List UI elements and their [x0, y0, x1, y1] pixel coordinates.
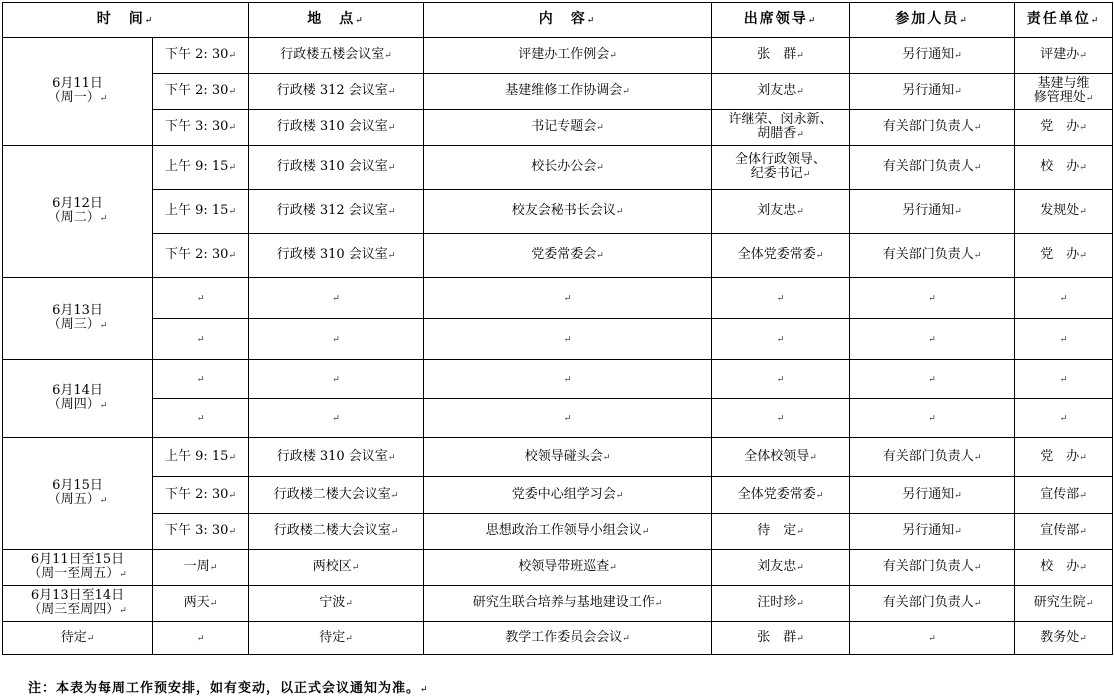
date-cell: 6月13日至14日 （周三至周四）↵ — [3, 586, 153, 622]
leader-cell: 全体党委常委↵ — [712, 477, 850, 514]
place-cell: 行政楼 310 会议室↵ — [249, 438, 424, 477]
place-cell: 行政楼 310 会议室↵ — [249, 110, 424, 146]
attendees-cell: ↵ — [850, 319, 1015, 360]
header-place: 地 点↵ — [249, 3, 424, 38]
attendees-cell: 另行通知↵ — [850, 477, 1015, 514]
content-cell: 思想政治工作领导小组会议↵ — [424, 514, 712, 550]
attendees-cell: 有关部门负责人↵ — [850, 586, 1015, 622]
content-cell: 校友会秘书长会议↵ — [424, 190, 712, 234]
unit-cell: ↵ — [1015, 319, 1113, 360]
unit-cell: 党 办↵ — [1015, 110, 1113, 146]
attendees-cell: 另行通知↵ — [850, 514, 1015, 550]
content-cell: ↵ — [424, 360, 712, 399]
leader-cell: 张 群↵ — [712, 38, 850, 74]
leader-cell: 刘友忠↵ — [712, 550, 850, 586]
content-cell: 研究生联合培养与基地建设工作↵ — [424, 586, 712, 622]
schedule-body — [3, 38, 1113, 655]
attendees-cell: 另行通知↵ — [850, 190, 1015, 234]
place-cell: 行政楼 312 会议室↵ — [249, 190, 424, 234]
unit-cell: 教务处↵ — [1015, 622, 1113, 655]
content-cell: 书记专题会↵ — [424, 110, 712, 146]
date-cell: 6月15日 （周五）↵ — [3, 438, 153, 550]
unit-cell: 校 办↵ — [1015, 550, 1113, 586]
schedule-table — [2, 2, 1113, 655]
content-cell: 校领导碰头会↵ — [424, 438, 712, 477]
unit-cell: 宣传部↵ — [1015, 477, 1113, 514]
attendees-cell: 有关部门负责人↵ — [850, 110, 1015, 146]
leader-cell: 汪时珍↵ — [712, 586, 850, 622]
schedule-row — [3, 146, 1113, 190]
unit-cell: 评建办↵ — [1015, 38, 1113, 74]
place-cell: ↵ — [249, 399, 424, 438]
place-cell: ↵ — [249, 319, 424, 360]
schedule-row — [3, 550, 1113, 586]
place-cell: 行政楼 310 会议室↵ — [249, 234, 424, 278]
attendees-cell: 有关部门负责人↵ — [850, 146, 1015, 190]
schedule-row — [3, 234, 1113, 278]
time-cell: 上午 9: 15↵ — [153, 146, 249, 190]
content-cell: ↵ — [424, 278, 712, 319]
schedule-row — [3, 360, 1113, 399]
place-cell: 两校区↵ — [249, 550, 424, 586]
place-cell: 行政楼五楼会议室↵ — [249, 38, 424, 74]
leader-cell: 刘友忠↵ — [712, 190, 850, 234]
date-cell: 待定↵ — [3, 622, 153, 655]
time-cell: ↵ — [153, 319, 249, 360]
schedule-row — [3, 438, 1113, 477]
time-cell: 下午 2: 30↵ — [153, 38, 249, 74]
header-time: 时 间↵ — [3, 3, 249, 38]
time-cell: 上午 9: 15↵ — [153, 438, 249, 477]
leader-cell: ↵ — [712, 360, 850, 399]
date-cell: 6月14日 （周四）↵ — [3, 360, 153, 438]
date-cell: 6月11日至15日 （周一至周五）↵ — [3, 550, 153, 586]
leader-cell: 待 定↵ — [712, 514, 850, 550]
place-cell: 行政楼 312 会议室↵ — [249, 74, 424, 110]
unit-cell: 宣传部↵ — [1015, 514, 1113, 550]
place-cell: ↵ — [249, 278, 424, 319]
time-cell: ↵ — [153, 399, 249, 438]
content-cell: 党委常委会↵ — [424, 234, 712, 278]
time-cell: 两天↵ — [153, 586, 249, 622]
unit-cell: 党 办↵ — [1015, 438, 1113, 477]
unit-cell: 研究生院↵ — [1015, 586, 1113, 622]
leader-cell: 刘友忠↵ — [712, 74, 850, 110]
leader-cell: ↵ — [712, 399, 850, 438]
time-cell: 下午 2: 30↵ — [153, 477, 249, 514]
content-cell: 评建办工作例会↵ — [424, 38, 712, 74]
header-attendees: 参加人员↵ — [850, 3, 1015, 38]
leader-cell: 全体行政领导、 纪委书记↵ — [712, 146, 850, 190]
attendees-cell: 有关部门负责人↵ — [850, 234, 1015, 278]
attendees-cell: 另行通知↵ — [850, 74, 1015, 110]
attendees-cell: 有关部门负责人↵ — [850, 550, 1015, 586]
schedule-row — [3, 477, 1113, 514]
attendees-cell: ↵ — [850, 622, 1015, 655]
unit-cell: 发规处↵ — [1015, 190, 1113, 234]
place-cell: ↵ — [249, 360, 424, 399]
date-cell: 6月13日 （周三）↵ — [3, 278, 153, 360]
place-cell: 待定↵ — [249, 622, 424, 655]
leader-cell: ↵ — [712, 319, 850, 360]
content-cell: 校领导带班巡查↵ — [424, 550, 712, 586]
schedule-row — [3, 514, 1113, 550]
schedule-row — [3, 38, 1113, 74]
attendees-cell: ↵ — [850, 278, 1015, 319]
unit-cell: ↵ — [1015, 360, 1113, 399]
header-content: 内 容↵ — [424, 3, 712, 38]
content-cell: 教学工作委员会会议↵ — [424, 622, 712, 655]
place-cell: 行政楼二楼大会议室↵ — [249, 477, 424, 514]
place-cell: 行政楼二楼大会议室↵ — [249, 514, 424, 550]
attendees-cell: 另行通知↵ — [850, 38, 1015, 74]
content-cell: ↵ — [424, 319, 712, 360]
header-leader: 出席领导↵ — [712, 3, 850, 38]
place-cell: 行政楼 310 会议室↵ — [249, 146, 424, 190]
schedule-row — [3, 74, 1113, 110]
time-cell: ↵ — [153, 622, 249, 655]
unit-cell: 校 办↵ — [1015, 146, 1113, 190]
leader-cell: ↵ — [712, 278, 850, 319]
unit-cell: 党 办↵ — [1015, 234, 1113, 278]
unit-cell: ↵ — [1015, 278, 1113, 319]
attendees-cell: ↵ — [850, 360, 1015, 399]
leader-cell: 全体校领导↵ — [712, 438, 850, 477]
leader-cell: 张 群↵ — [712, 622, 850, 655]
content-cell: 基建维修工作协调会↵ — [424, 74, 712, 110]
unit-cell: 基建与维 修管理处↵ — [1015, 74, 1113, 110]
place-cell: 宁波↵ — [249, 586, 424, 622]
header-unit: 责任单位↵ — [1015, 3, 1113, 38]
schedule-row — [3, 622, 1113, 655]
attendees-cell: 有关部门负责人↵ — [850, 438, 1015, 477]
date-cell: 6月11日 （周一）↵ — [3, 38, 153, 146]
time-cell: 下午 3: 30↵ — [153, 110, 249, 146]
schedule-row — [3, 190, 1113, 234]
date-cell: 6月12日 （周二）↵ — [3, 146, 153, 278]
time-cell: ↵ — [153, 278, 249, 319]
leader-cell: 许继荣、闵永新、 胡腊香↵ — [712, 110, 850, 146]
time-cell: 下午 2: 30↵ — [153, 74, 249, 110]
time-cell: 上午 9: 15↵ — [153, 190, 249, 234]
schedule-row — [3, 399, 1113, 438]
footnote: 注：本表为每周工作预安排，如有变动，以正式会议通知为准。↵ — [28, 681, 429, 696]
schedule-row — [3, 319, 1113, 360]
unit-cell: ↵ — [1015, 399, 1113, 438]
content-cell: 党委中心组学习会↵ — [424, 477, 712, 514]
time-cell: ↵ — [153, 360, 249, 399]
header-row — [3, 3, 1113, 38]
attendees-cell: ↵ — [850, 399, 1015, 438]
schedule-row — [3, 586, 1113, 622]
content-cell: ↵ — [424, 399, 712, 438]
time-cell: 一周↵ — [153, 550, 249, 586]
schedule-row — [3, 278, 1113, 319]
schedule-row — [3, 110, 1113, 146]
leader-cell: 全体党委常委↵ — [712, 234, 850, 278]
time-cell: 下午 2: 30↵ — [153, 234, 249, 278]
time-cell: 下午 3: 30↵ — [153, 514, 249, 550]
content-cell: 校长办公会↵ — [424, 146, 712, 190]
